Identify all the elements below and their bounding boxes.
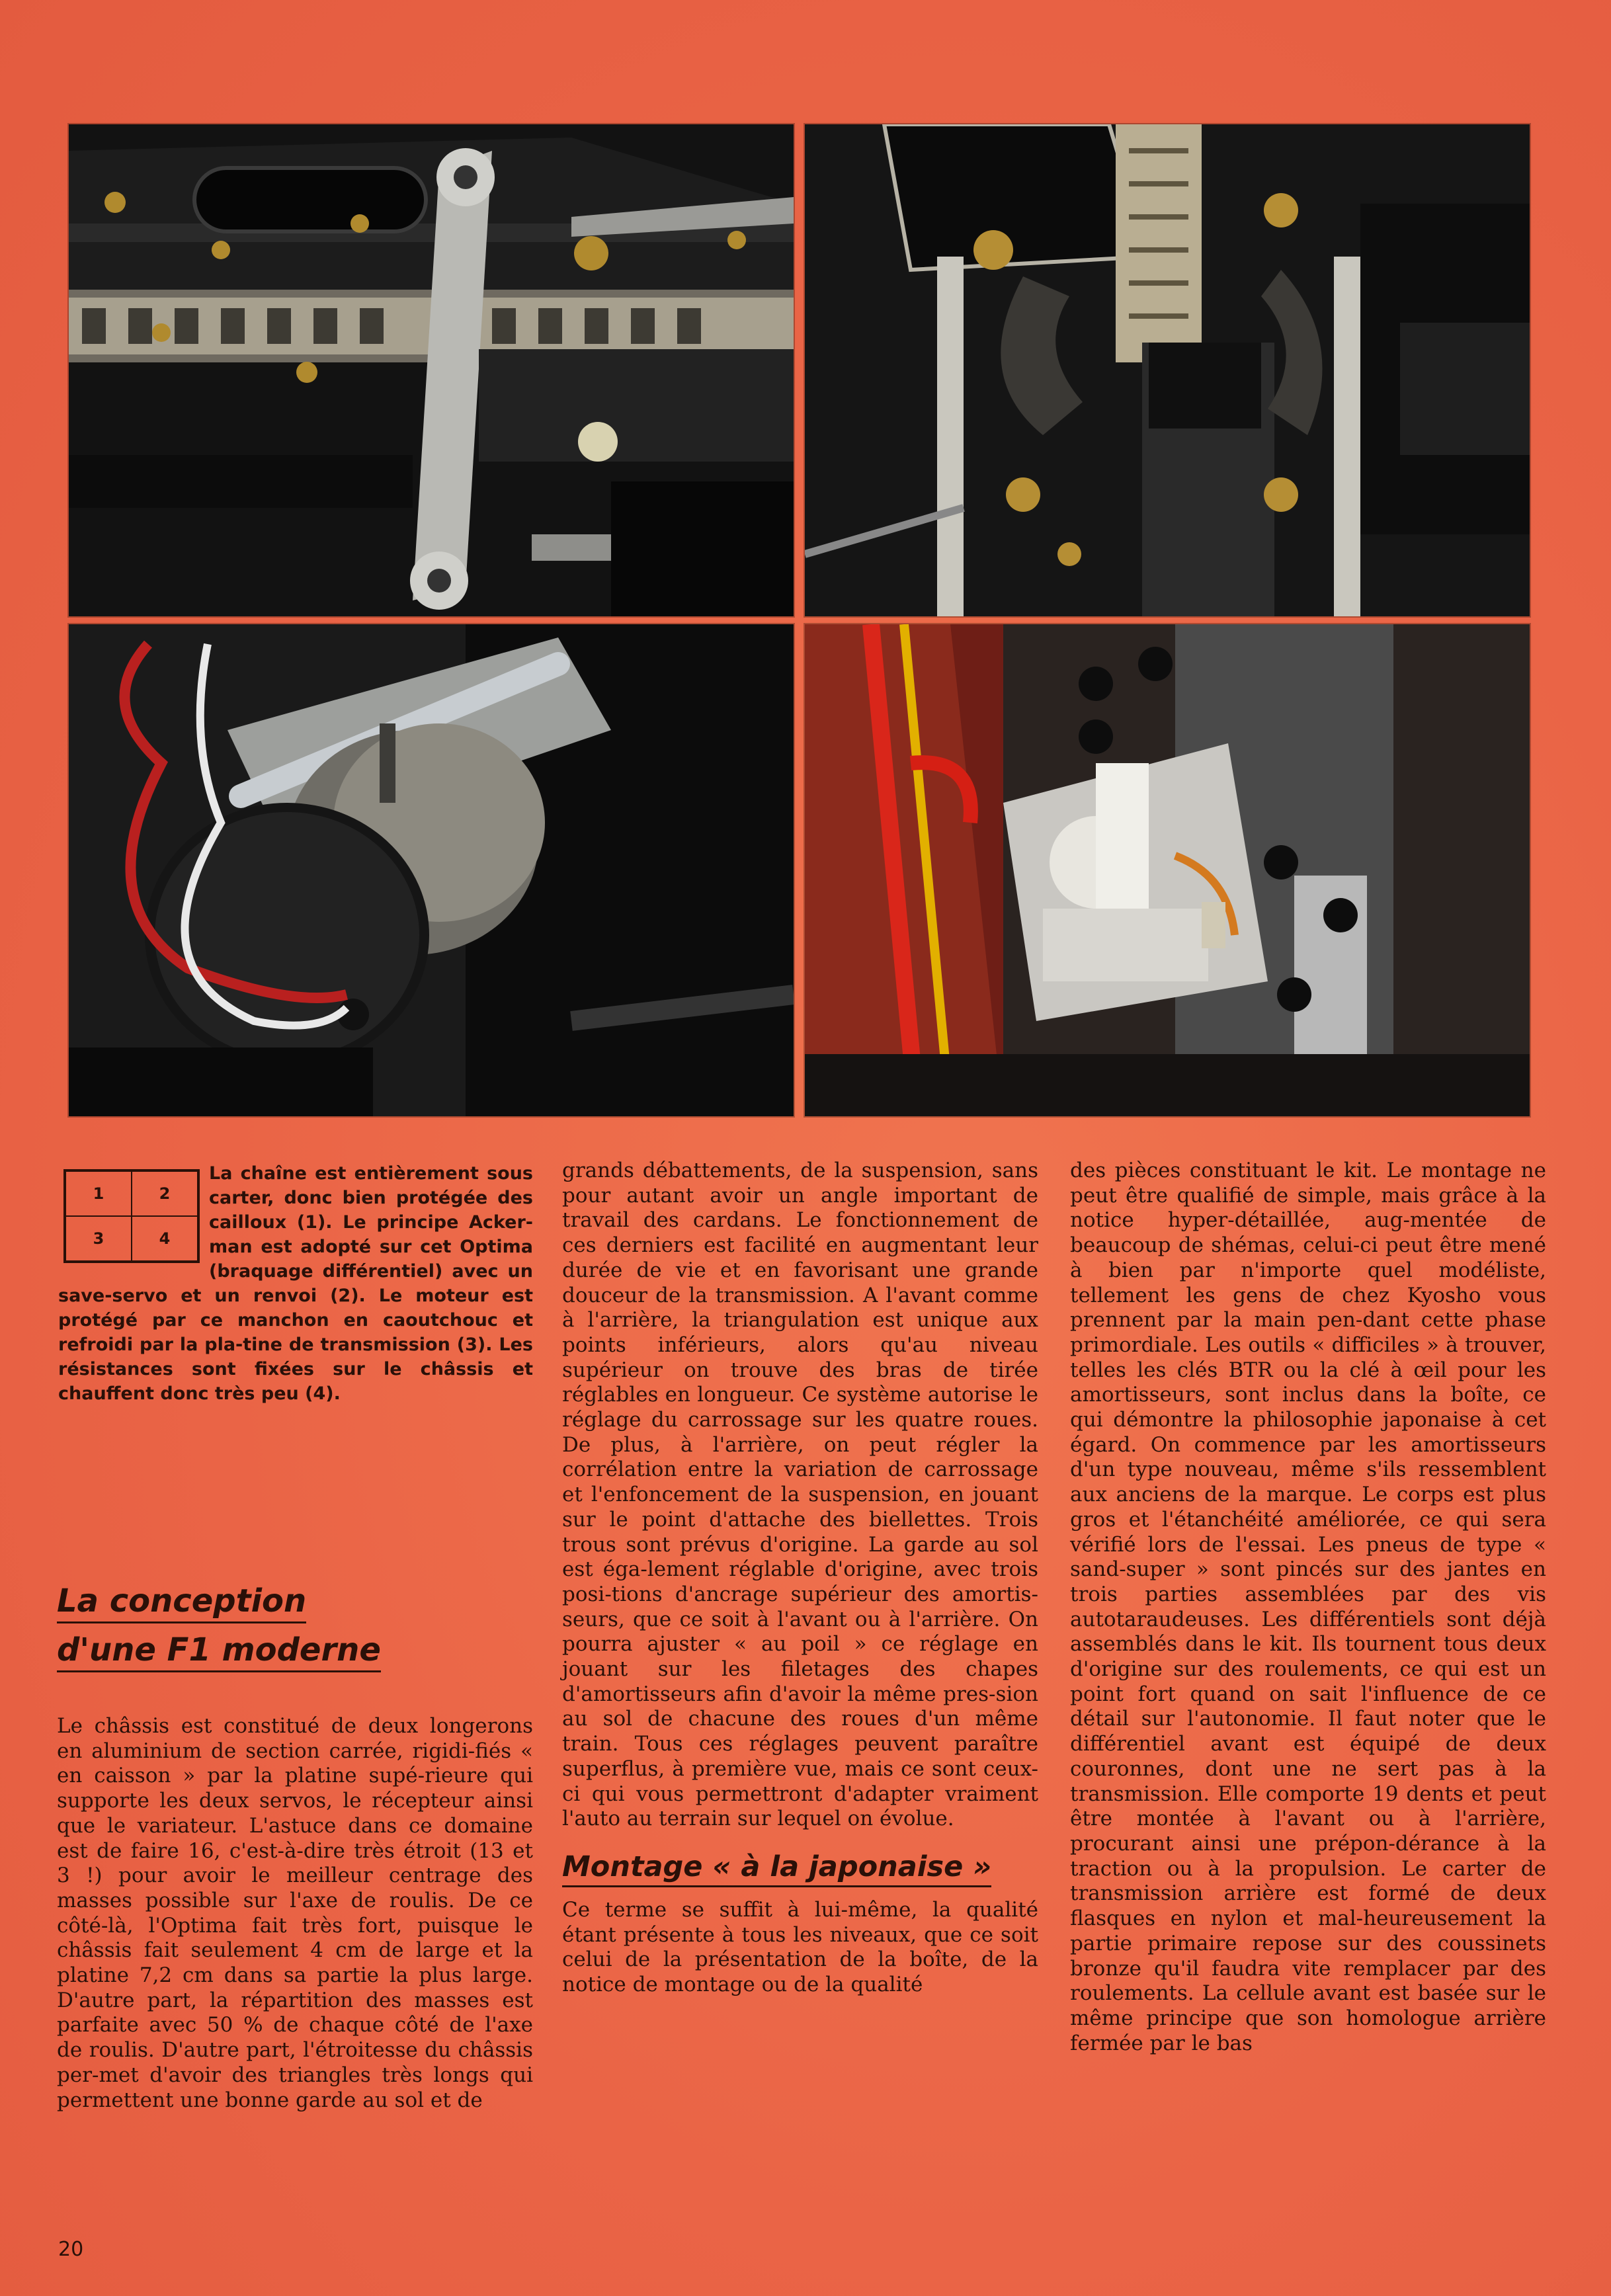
photo-key-1: 1: [65, 1171, 132, 1216]
photo-resistors: [805, 624, 1530, 1116]
section-heading-line-2: d'une F1 moderne: [57, 1631, 381, 1672]
text-column-2: [562, 1159, 1038, 1998]
section-heading-line-1: La conception: [57, 1582, 306, 1623]
text-column-1: [57, 1714, 533, 2113]
motor-image: [69, 624, 794, 1116]
photo-key-2: 2: [132, 1171, 198, 1216]
ackerman-steering-image: [805, 124, 1530, 616]
photo-key-4: 4: [132, 1216, 198, 1261]
paragraph: Ce terme se suffit à lui-même, la qualité étant présente à tous les niveaux, que ce soit celui de la présentation de la boîte, de la notice de montage ou de la qualité: [562, 1897, 1038, 1997]
section-heading-montage: [562, 1848, 991, 1887]
photo-key-3: 3: [65, 1216, 132, 1261]
photo-motor: [69, 624, 794, 1116]
photo-caption-text: La chaîne est entièrement sous carter, donc bien protégée des cailloux (1). Le principe Acker-man est adopté sur cet Optima (braquage différentiel) avec un save-servo et un renvoi (2). Le moteur est protégé par ce manchon en caoutchouc et refroidi par la pla-tine de transmission (3). Les résistances sont fixées sur le châssis et chauffent donc très peu (4).: [58, 1163, 533, 1404]
section-heading-conception: [57, 1577, 381, 1676]
paragraph: grands débattements, de la suspension, sans pour autant avoir un angle important de travail des cardans. Le fonctionnement de ces derniers est facilité en augmentant leur durée de vie et en favorisant une grande douceur de la transmission. A l'avant comme à l'arrière, la triangulation est unique aux points inférieurs, alors qu'au niveau supérieur on trouve des bras de tirée réglables en longueur. Ce système autorise le réglage du carrossage sur les quatre roues. De plus, à l'arrière, on peut régler la corrélation entre la variation de carrossage et l'enfoncement de la suspension, en jouant sur le point d'attache des biellettes. Trois trous sont prévus d'origine. La garde au sol est éga-lement réglable d'origine, avec trois posi-tions d'ancrage supérieur des amortis-seurs, que ce soit à l'avant ou à l'arrière. On pourra ajuster « au poil » ce réglage en jouant sur les filetages des chapes d'amortisseurs afin d'avoir la même pres-sion au sol de chacune des roues d'un même train. Tous ces réglages peuvent paraître superflus, à première vue, mais ce sont ceux-ci qui vous permettront d'adapter vraiment l'auto au terrain sur lequel on évolue.: [562, 1159, 1038, 1831]
page-number: 20: [58, 2238, 84, 2261]
section-heading-montage-text: Montage « à la japonaise »: [562, 1850, 991, 1887]
text-column-3: [1070, 1159, 1546, 2056]
photo-chain-transmission: [69, 124, 794, 616]
photo-caption: [58, 1161, 533, 1406]
chain-transmission-image: [69, 124, 794, 616]
resistor-image: [805, 624, 1530, 1116]
photo-ackerman-steering: [805, 124, 1530, 616]
paragraph: des pièces constituant le kit. Le montage ne peut être qualifié de simple, mais grâce à la notice hyper-détaillée, aug-mentée de beaucoup de shémas, celui-ci peut être mené à bien par n'importe quel modéliste, tellement les gens de chez Kyosho vous prennent par la main pen-dant cette phase primordiale. Les outils « difficiles » à trouver, telles les clés BTR ou la clé à œil pour les amortisseurs, sont inclus dans la boîte, ce qui démontre la philosophie japonaise à cet égard. On commence par les amortisseurs d'un type nouveau, même s'ils ressemblent aux anciens de la marque. Le corps est plus gros et l'étanchéité améliorée, ce qui sera vérifié lors de l'essai. Les pneus de type « sand-super » sont pincés sur des jantes en trois parties assemblées par des vis autotaraudeuses. Les différentiels sont déjà assemblés dans le kit. Ils tournent tous deux d'origine sur des roulements, ce qui est un point fort quand on sait l'influence de ce détail sur l'autonomie. Il faut noter que le différentiel avant est équipé de deux couronnes, dont une ne sert pas à la transmission. Elle comporte 19 dents et peut être montée à l'avant ou à l'arrière, procurant ainsi une prépon-dérance à la traction ou à la propulsion. Le carter de transmission arrière est formé de deux flasques en nylon et mal-heureusement la partie primaire repose sur des coussinets bronze qu'il faudra vite remplacer par des roulements. La cellule avant est basée sur le même principe que son homologue arrière fermée par le bas: [1070, 1159, 1546, 2055]
paragraph: Le châssis est constitué de deux longerons en aluminium de section carrée, rigidi-fiés « en caisson » par la platine supé-rieure qui supporte les deux servos, le récepteur ainsi que le variateur. L'astuce dans ce domaine est de faire 16, c'est-à-dire très étroit (13 et 3 !) pour avoir le meilleur centrage des masses possible sur l'axe de roulis. De ce côté-là, l'Optima fait très fort, puisque le châssis fait seulement 4 cm de large et la platine 7,2 cm dans sa partie la plus large. D'autre part, la répartition des masses est parfaite avec 50 % de chaque côté de l'axe de roulis. D'autre part, l'étroitesse du châssis per-met d'avoir des triangles très longs qui permettent une bonne garde au sol et de: [57, 1714, 533, 2112]
